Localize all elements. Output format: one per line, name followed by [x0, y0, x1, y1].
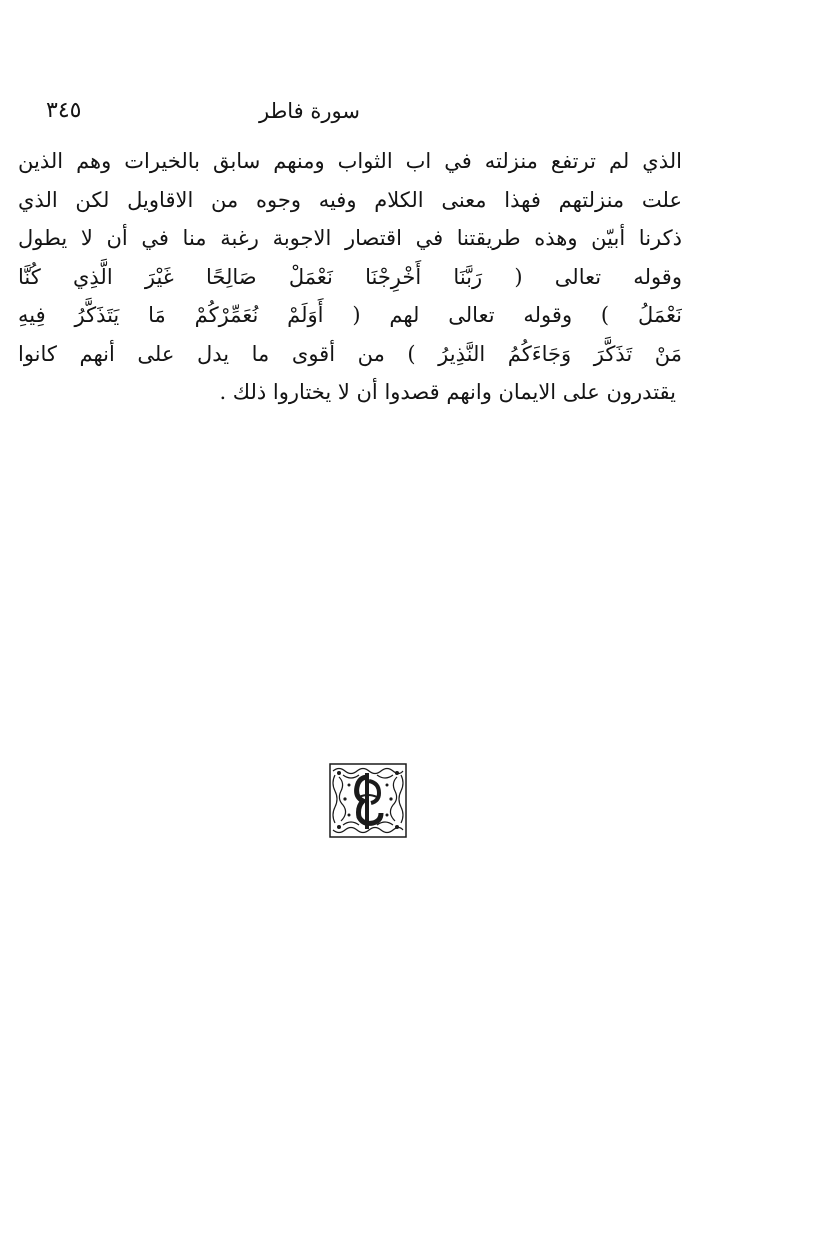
text-line-last: يقتدرون على الايمان وانهم قصدوا أن لا يختاروا ذلك .: [219, 380, 676, 404]
page-number: ٣٤٥: [46, 98, 82, 123]
text-line: وقوله تعالى ( رَبَّنَا أَخْرِجْنَا نَعْمَلْ صَالِحًا غَيْرَ الَّذِي كُنَّا: [18, 264, 682, 289]
text-line: ذكرنا أبيّن وهذه طريقتنا في اقتصار الاجوبة رغبة منا في أن لا يطول: [18, 226, 682, 250]
text-line: مَنْ تَذَكَّرَ وَجَاءَكُمُ النَّذِيرُ ) من أقوى ما يدل على أنهم كانوا: [18, 341, 682, 366]
page-header: [40, 96, 690, 136]
text-line: نَعْمَلُ ) وقوله تعالى لهم ( أَوَلَمْ نُعَمِّرْكُمْ مَا يَتَذَكَّرُ فِيهِ: [18, 303, 682, 327]
floral-end-ornament-icon: [329, 763, 407, 838]
running-head-surah-title: سورة فاطر: [258, 99, 360, 123]
text-line: الذي لم ترتفع منزلته في اب الثواب ومنهم سابق بالخيرات وهم الذين: [18, 149, 682, 173]
body-text: [18, 142, 682, 412]
text-line: علت منزلتهم فهذا معنى الكلام وفيه وجوه من الاقاويل لكن الذي: [18, 187, 682, 212]
